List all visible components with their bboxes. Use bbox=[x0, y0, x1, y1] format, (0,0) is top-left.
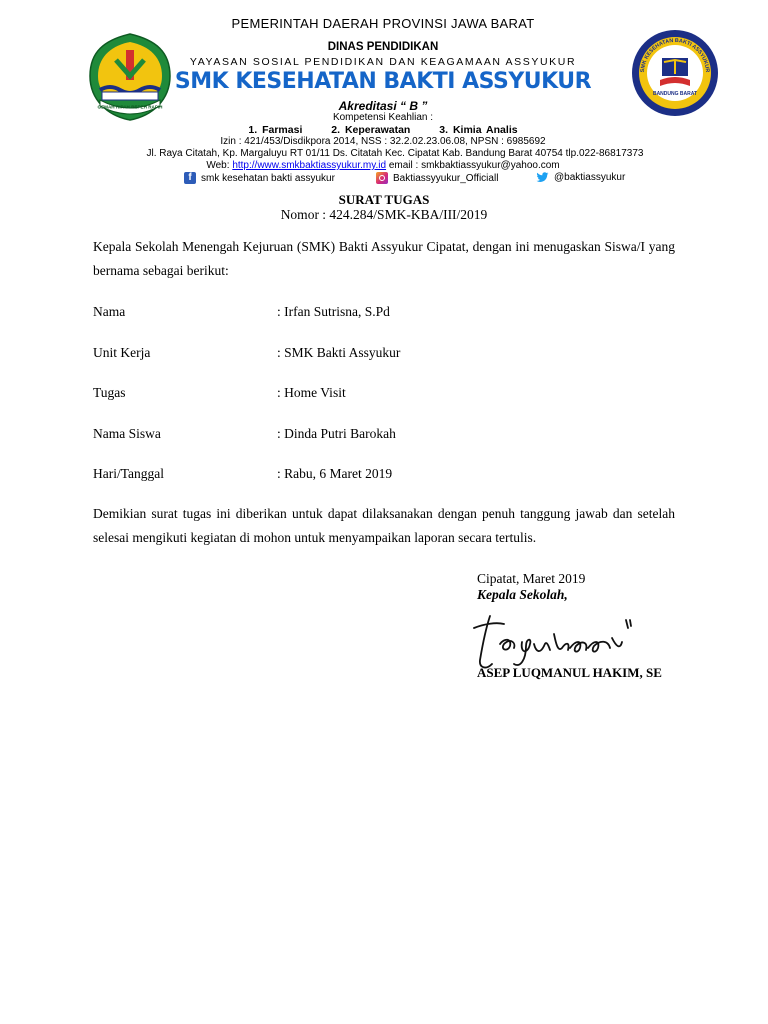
opening-paragraph: Kepala Sekolah Menengah Kejuruan (SMK) Bakti Assyukur Cipatat, dengan ini menugaskan Siswa/I yang bernama sebagai berikut: bbox=[93, 239, 675, 278]
facebook-item[interactable] bbox=[184, 172, 335, 184]
email-text: email : smkbaktiassyukur@yahoo.com bbox=[388, 160, 560, 171]
west-java-emblem-logo bbox=[86, 30, 174, 122]
instagram-item[interactable] bbox=[376, 172, 498, 184]
field-value: : SMK Bakti Assyukur bbox=[277, 345, 401, 360]
field-value: : Dinda Putri Barokah bbox=[277, 426, 396, 441]
letterhead bbox=[0, 0, 768, 200]
place-date: Cipatat, Maret 2019 bbox=[477, 571, 586, 586]
facebook-icon: f bbox=[184, 172, 196, 184]
signer-name: ASEP LUQMANUL HAKIM, SE bbox=[477, 665, 662, 680]
competency-label: Kompetensi Keahlian : bbox=[332, 112, 434, 123]
field-row-task bbox=[93, 385, 673, 405]
field-value: : Irfan Sutrisna, S.Pd bbox=[277, 304, 390, 319]
facebook-handle: smk kesehatan bakti assyukur bbox=[201, 172, 335, 184]
web-label: Web: bbox=[206, 160, 230, 171]
right-logo-bottom-text: BANDUNG BARAT bbox=[652, 91, 698, 97]
field-label: Hari/Tanggal bbox=[93, 466, 165, 481]
school-name: SMK KESEHATAN BAKTI ASSYUKUR bbox=[174, 69, 592, 94]
field-label: Nama bbox=[93, 304, 126, 319]
department-line: DINAS PENDIDIKAN bbox=[327, 41, 439, 53]
permit-line: Izin : 421/453/Disdikpora 2014, NSS : 32.2.02.23.06.08, NPSN : 6985692 bbox=[220, 136, 546, 147]
signer-title: Kepala Sekolah, bbox=[477, 587, 568, 602]
field-row-name bbox=[93, 304, 673, 324]
competency-item: 2. Keperawatan bbox=[331, 124, 411, 136]
twitter-handle: @baktiassyukur bbox=[554, 172, 626, 183]
field-label: Nama Siswa bbox=[93, 426, 161, 441]
school-seal-logo bbox=[630, 28, 720, 118]
competency-item: 3. Kimia Analis bbox=[439, 124, 518, 136]
letter-number: Nomor : 424.284/SMK-KBA/III/2019 bbox=[280, 207, 488, 222]
website-link[interactable]: http://www.smkbaktiassyukur.my.id bbox=[232, 160, 387, 171]
twitter-item[interactable] bbox=[536, 172, 625, 183]
field-value: : Rabu, 6 Maret 2019 bbox=[277, 466, 393, 481]
field-row-date bbox=[93, 466, 673, 486]
field-value: : Home Visit bbox=[277, 385, 346, 400]
field-row-student bbox=[93, 426, 673, 446]
field-label: Tugas bbox=[93, 385, 126, 400]
field-row-unit bbox=[93, 345, 673, 365]
competency-list bbox=[168, 124, 598, 136]
competency-item: 1. Farmasi bbox=[248, 124, 303, 136]
right-logo-top-text: SMK KESEHATAN BAKTI ASSYUKUR bbox=[639, 37, 711, 73]
instagram-handle: Baktiassyyukur_Officiall bbox=[393, 172, 499, 184]
government-line: PEMERINTAH DAERAH PROVINSI JAWA BARAT bbox=[231, 16, 535, 31]
instagram-icon bbox=[376, 172, 388, 184]
letter-title: SURAT TUGAS bbox=[338, 192, 430, 207]
left-logo-motto: GEMAH RIPAH REPEH RAPIH bbox=[97, 104, 163, 110]
field-label: Unit Kerja bbox=[93, 345, 151, 360]
closing-paragraph: Demikian surat tugas ini diberikan untuk dapat dilaksanakan dengan penuh tanggung jawab dan setelah selesai mengikuti kegiatan di mohon untuk menyampaikan laporan secara tertulis. bbox=[93, 506, 675, 545]
social-media-bar bbox=[180, 172, 640, 186]
accreditation: Akreditasi “ B ” bbox=[338, 99, 428, 113]
foundation-line: YAYASAN SOSIAL PENDIDIKAN DAN KEAGAMAAN ASSYUKUR bbox=[189, 56, 577, 68]
twitter-icon bbox=[536, 172, 549, 183]
address-line: Jl. Raya Citatah, Kp. Margaluyu RT 01/11 Ds. Citatah Kec. Cipatat Kab. Bandung Barat 40754 tlp.022-86817373 bbox=[146, 148, 644, 159]
contact-line bbox=[168, 160, 598, 171]
